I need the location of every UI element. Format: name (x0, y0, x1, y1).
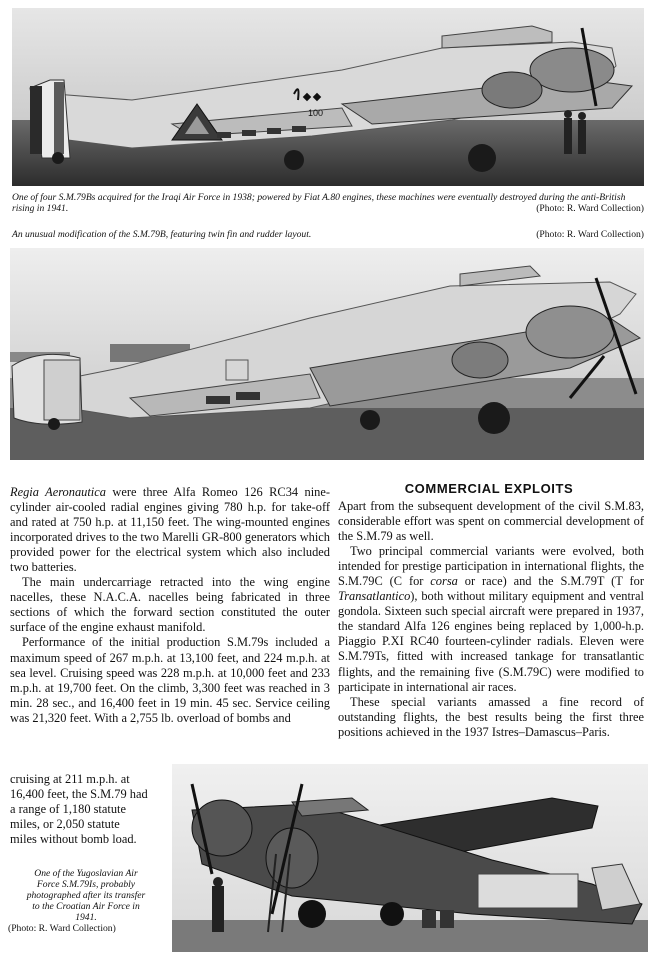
photo2-caption (12, 229, 644, 240)
photo-yugoslav-sm79i (172, 764, 648, 952)
photo1-credit: (Photo: R. Ward Collection) (536, 203, 644, 214)
regia-aeronautica-text: Regia Aeronautica (10, 485, 106, 499)
range-line-2: 16,400 feet, the S.M.79 had (10, 787, 148, 802)
photo3-caption-line-5: 1941. (75, 912, 97, 923)
right-paragraph-2-text-b: or race) and the S.M.79T (T for (457, 574, 644, 589)
left-column-continuation (10, 772, 162, 847)
right-paragraph-2-text-a: Two principal commercial variants were evolved, both intended for prestige participation in international flights, the S.M.79C (C for (338, 544, 644, 589)
photo3-caption (8, 868, 164, 934)
range-line-1: cruising at 211 m.p.h. at (10, 772, 130, 786)
photo3-caption-line-4: to the Croatian Air Force in (32, 901, 140, 912)
range-line-4: miles, or 2,050 statute (10, 817, 120, 832)
aircraft-illustration (10, 248, 644, 460)
right-paragraph-2-text-c: ), both without military equipment and ventral gondola. Sixteen such special aircraft were prepared in 1937, the standard Alfa 126 engines being replaced by 1,000-h.p. Piaggio P.XI RC40 fourteen-cylinder radials. Eleven were S.M.79Ts, fitted with increased tankage for transatlantic flights, and the remaining five (S.M.79C) were modified to participate in international air races. (338, 589, 644, 694)
left-paragraph-2: The main undercarriage retracted into the wing engine nacelles, these N.A.C.A. nacelles being fabricated in three sections of which the forward section constituted the outer surface of the engine exhaust manifold. (10, 575, 330, 635)
range-line-5: miles without bomb load. (10, 832, 137, 847)
left-column (10, 485, 330, 726)
section-heading: COMMERCIAL EXPLOITS (404, 481, 574, 496)
fuselage-number: 100 (308, 108, 324, 118)
photo2-credit: (Photo: R. Ward Collection) (536, 229, 644, 240)
corsa-text: corsa (430, 574, 458, 589)
photo1-caption (12, 192, 644, 214)
photo3-credit: (Photo: R. Ward Collection) (8, 923, 116, 934)
left-paragraph-1-text: were three Alfa Romeo 126 RC34 nine-cylinder air-cooled radial engines giving 780 h.p. for take-off and rated at 750 h.p. at 11,150 feet. The wing-mounted engines incorporated drives to the two Marelli GR-800 generators which provided power for the electrical system which also included two batteries. (10, 485, 330, 575)
photo-iraqi-sm79b (12, 8, 644, 186)
photo2-caption-text: An unusual modification of the S.M.79B, featuring twin fin and rudder layout. (12, 229, 312, 240)
right-paragraph-1: Apart from the subsequent development of the civil S.M.83, considerable effort was spent on commercial development of the S.M.79 as well. (338, 499, 644, 544)
photo3-caption-line-3: photographed after its transfer (26, 890, 146, 901)
range-line-3: a range of 1,180 statute (10, 802, 126, 817)
right-paragraph-3: These special variants amassed a fine record of outstanding flights, the best results being the first three positions achieved in the 1937 Istres–Damascus–Paris. (338, 694, 644, 739)
aircraft-illustration (12, 8, 644, 186)
right-column (338, 499, 644, 740)
right-paragraph-2 (338, 544, 644, 694)
photo3-caption-line-2: Force S.M.79Is, probably (36, 879, 136, 890)
aircraft-illustration (172, 764, 648, 952)
photo1-caption-text: One of four S.M.79Bs acquired for the Iraqi Air Force in 1938; powered by Fiat A.80 engines, these machines were eventually destroyed during the anti-British rising in 1941. (12, 192, 626, 214)
photo-twin-fin-sm79b (10, 248, 644, 460)
left-paragraph-1 (10, 485, 330, 575)
left-paragraph-3: Performance of the initial production S.M.79s included a maximum speed of 267 m.p.h. at 13,100 feet, and 224 m.p.h. at sea level. Cruising speed was 228 m.p.h. at 10,000 feet and 233 m.p.h. at 19,700 feet. On the climb, 3,300 feet was reached in 3 min. 28 sec., and 16,400 feet in 19 min. 45 sec. Service ceiling was 21,320 feet. With a 2,755 lb. overload of bombs and (10, 635, 330, 725)
photo3-caption-line-1: One of the Yugoslavian Air (34, 868, 138, 879)
transatlantico-text: Transatlantico (338, 589, 411, 604)
